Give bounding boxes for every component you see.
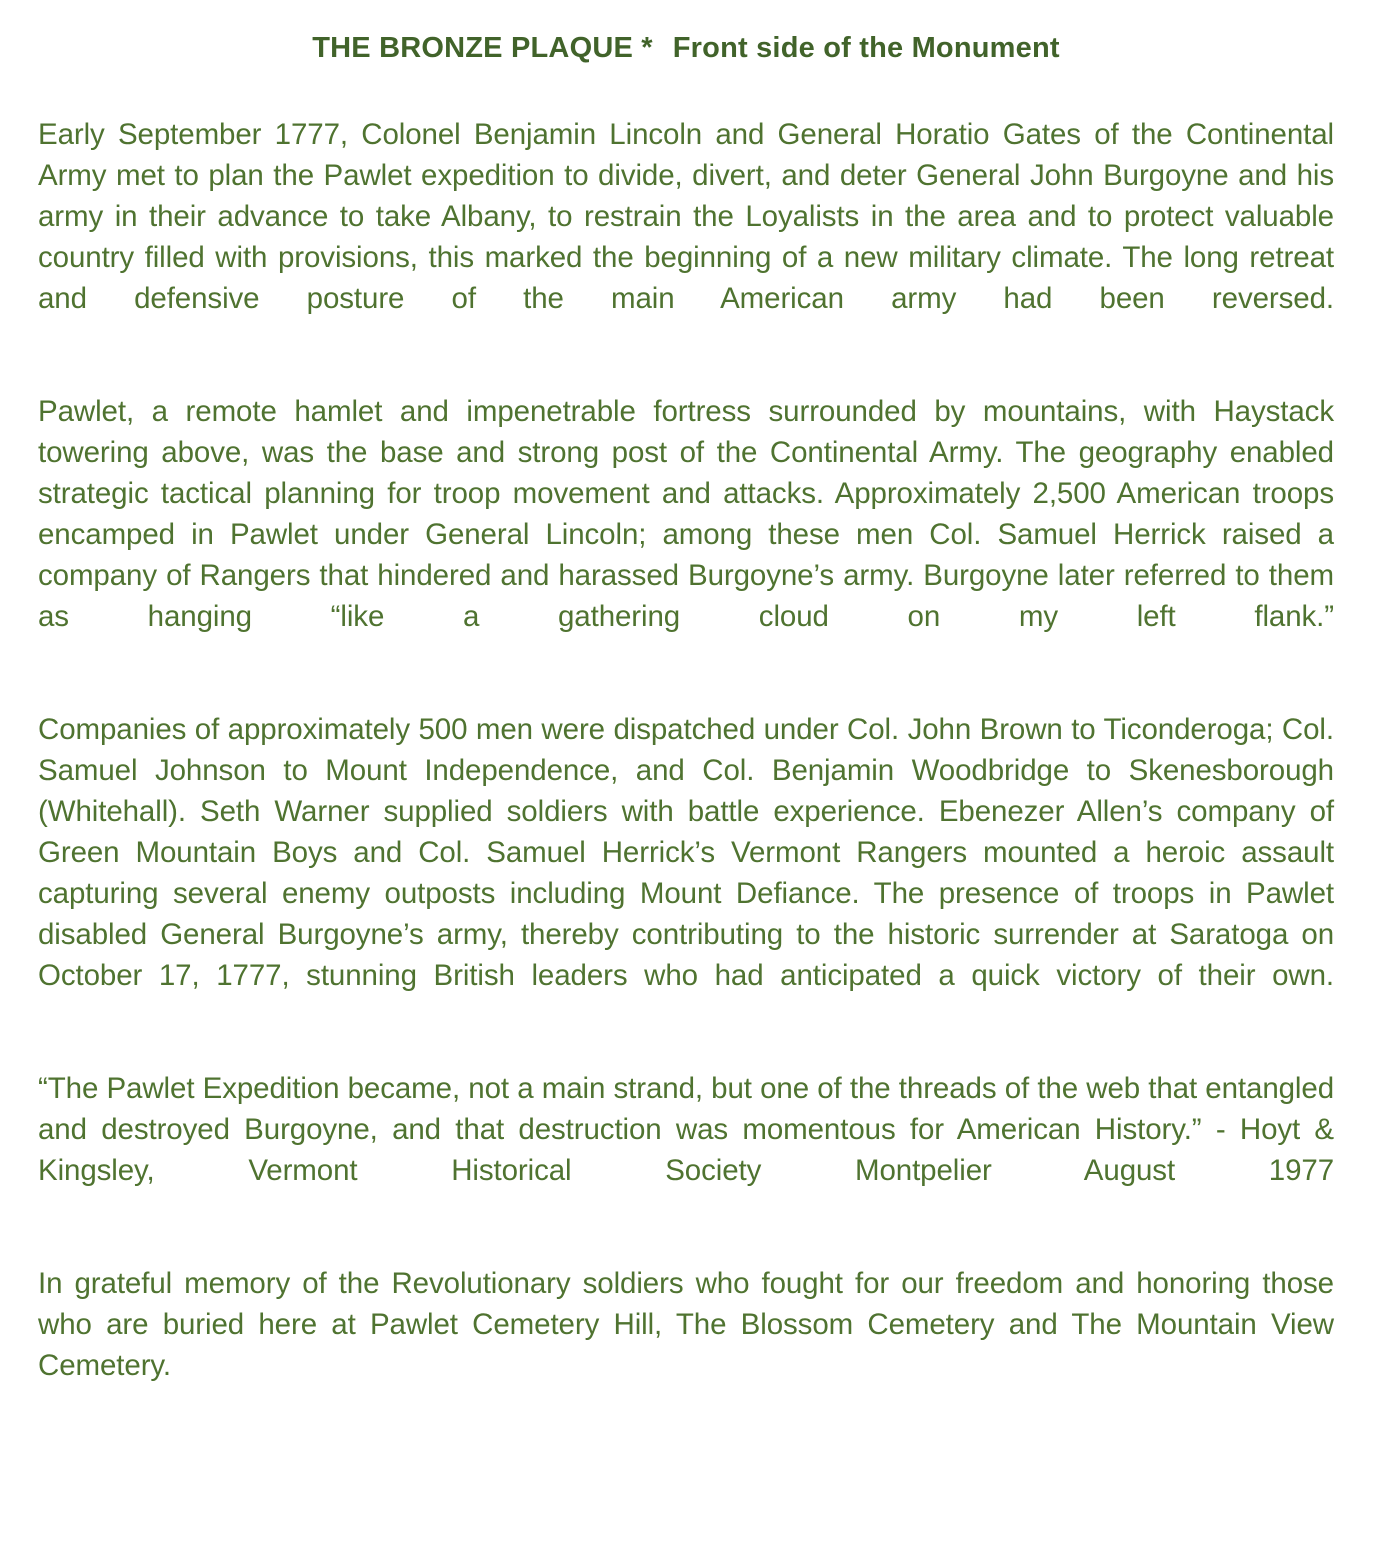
page-title-main: THE BRONZE PLAQUE *	[312, 32, 653, 64]
page-title-sub: Front side of the Monument	[672, 32, 1060, 64]
paragraph-5: In grateful memory of the Revolutionary soldiers who fought for our freedom and honoring those who are buried here at Pawlet Cemetery Hill, The Blossom Cemetery and The Mountain View Cemetery.	[38, 1266, 1334, 1382]
paragraph-4: “The Pawlet Expedition became, not a main strand, but one of the threads of the web that entangled and destroyed Burgoyne, and that destruction was momentous for American History.” - Hoyt & Kingsley, Vermont Historical Society Montpelier August 1977	[38, 1071, 1334, 1187]
title-spacer	[653, 32, 673, 64]
paragraph-2: Pawlet, a remote hamlet and impenetrable fortress surrounded by mountains, with Haystack towering above, was the base and strong post of the Continental Army. The geography enabled strategic tactical planning for troop movement and attacks. Approximately 2,500 American troops encamped in Pawlet under General Lincoln; among these men Col. Samuel Herrick raised a company of Rangers that hindered and harassed Burgoyne’s army. Burgoyne later referred to them as hanging “like a gathering cloud on my left flank.”	[38, 394, 1334, 633]
paragraph-1: Early September 1777, Colonel Benjamin Lincoln and General Horatio Gates of the Continental Army met to plan the Pawlet expedition to divide, divert, and deter General John Burgoyne and his army in their advance to take Albany, to restrain the Loyalists in the area and to protect valuable country filled with provisions, this marked the beginning of a new military climate. The long retreat and defensive posture of the main American army had been reversed.	[38, 117, 1334, 315]
page-title	[38, 30, 1334, 68]
document-body	[38, 114, 1334, 1427]
paragraph-3: Companies of approximately 500 men were dispatched under Col. John Brown to Ticonderoga; Col. Samuel Johnson to Mount Independence, and Col. Benjamin Woodbridge to Skenesborough (Whitehall). Seth Warner supplied soldiers with battle experience. Ebenezer Allen’s company of Green Mountain Boys and Col. Samuel Herrick’s Vermont Rangers mounted a heroic assault capturing several enemy outposts including Mount Defiance. The presence of troops in Pawlet disabled General Burgoyne’s army, thereby contributing to the historic surrender at Saratoga on October 17, 1777, stunning British leaders who had anticipated a quick victory of their own.	[38, 712, 1334, 992]
